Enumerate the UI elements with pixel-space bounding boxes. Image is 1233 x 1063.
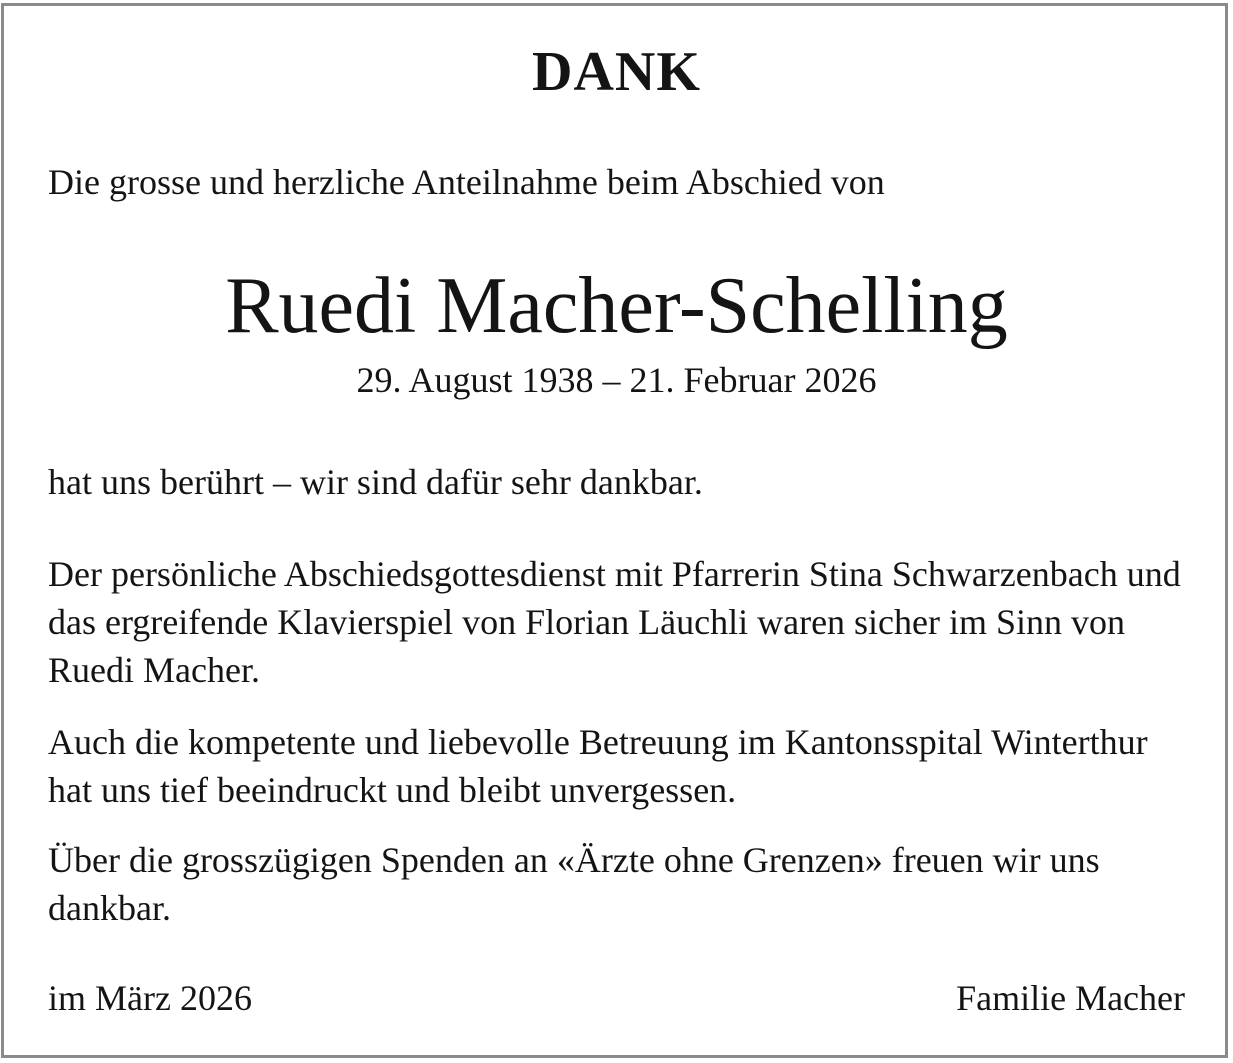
signature: Familie Macher (956, 978, 1185, 1018)
thanks-text: hat uns berührt – wir sind dafür sehr dankbar. (48, 462, 703, 502)
date-line: im März 2026 (48, 978, 252, 1018)
life-dates: 29. August 1938 – 21. Februar 2026 (356, 360, 877, 400)
intro-text: Die grosse und herzliche Anteilnahme beim Abschied von (48, 162, 885, 202)
notice-heading: DANK (532, 41, 701, 103)
paragraph-service: Der persönliche Abschiedsgottesdienst mit Pfarrerin Stina Schwarzenbach und das ergreifende Klavierspiel von Florian Läuchli waren sicher im Sinn von Ruedi Macher. (48, 554, 1181, 690)
deceased-name: Ruedi Macher-Schelling (225, 262, 1008, 350)
paragraph-hospital: Auch die kompetente und liebevolle Betreuung im Kantonsspital Winterthur hat uns tief beeindruckt und bleibt unvergessen. (48, 722, 1148, 810)
paragraph-donations: Über die grosszügigen Spenden an «Ärzte ohne Grenzen» freuen wir uns dankbar. (48, 840, 1100, 928)
